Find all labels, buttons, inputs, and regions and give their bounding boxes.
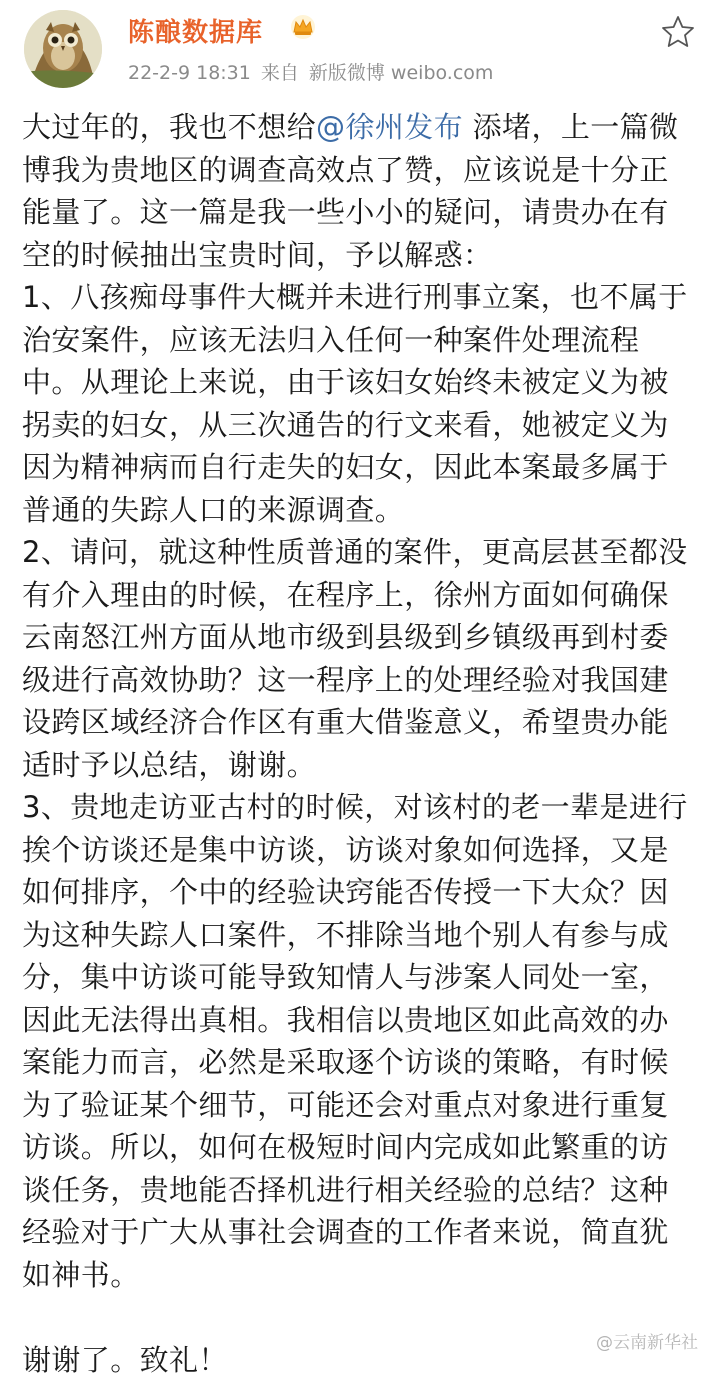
intro-text-continued: 添堵，上一篇微博我为贵地区的调查高效点了赞，应该说是十分正能量了。这一篇是我一些小小的疑问，请贵办在有空的时候抽出宝贵时间，予以解惑： [22, 110, 678, 272]
question-3: 3、贵地走访亚古村的时候，对该村的老一辈是进行挨个访谈还是集中访谈，访谈对象如何选择，又是如何排序，个中的经验诀窍能否传授一下大众？因为这种失踪人口案件，不排除当地个别人有参与成分，集中访谈可能导致知情人与涉案人同处一室，因此无法得出真相。我相信以贵地区如此高效的办案能力而言，必然是采取逐个访谈的策略，有时候为了验证某个细节，可能还会对重点对象进行重复访谈。所以，如何在极短时间内完成如此繁重的访谈任务，贵地能否择机进行相关经验的总结？这种经验对于广大从事社会调查的工作者来说，简直犹如神书。 [22, 786, 698, 1296]
closing-text: 谢谢了。致礼！ [22, 1339, 698, 1381]
username[interactable]: 陈酿数据库 [128, 12, 263, 49]
mention-link[interactable]: @徐州发布 [316, 110, 463, 144]
question-2: 2、请问，就这种性质普通的案件，更高层甚至都没有介入理由的时候，在程序上，徐州方面如何确保云南怒江州方面从地市级到县级到乡镇级再到村委级进行高效协助？这一程序上的处理经验对我国建设跨区域经济合作区有重大借鉴意义，希望贵办能适时予以总结，谢谢。 [22, 531, 698, 786]
intro-text: 大过年的，我也不想给 [22, 110, 316, 144]
watermark: @云南新华社 [596, 1328, 698, 1353]
source-prefix: 来自 [261, 62, 299, 84]
crown-icon [290, 14, 316, 40]
star-icon[interactable] [660, 14, 696, 50]
post-intro [22, 106, 698, 276]
source-link[interactable]: 新版微博 weibo.com [309, 62, 494, 84]
post-header [0, 0, 720, 100]
owl-avatar-image [24, 10, 102, 88]
post-body [22, 106, 698, 1381]
timestamp[interactable]: 22-2-9 18:31 [128, 62, 251, 84]
question-1: 1、八孩痴母事件大概并未进行刑事立案，也不属于治安案件，应该无法归入任何一种案件处理流程中。从理论上来说，由于该妇女始终未被定义为被拐卖的妇女，从三次通告的行文来看，她被定义为因为精神病而自行走失的妇女，因此本案最多属于普通的失踪人口的来源调查。 [22, 276, 698, 531]
avatar[interactable] [24, 10, 102, 88]
post-meta [128, 58, 503, 85]
